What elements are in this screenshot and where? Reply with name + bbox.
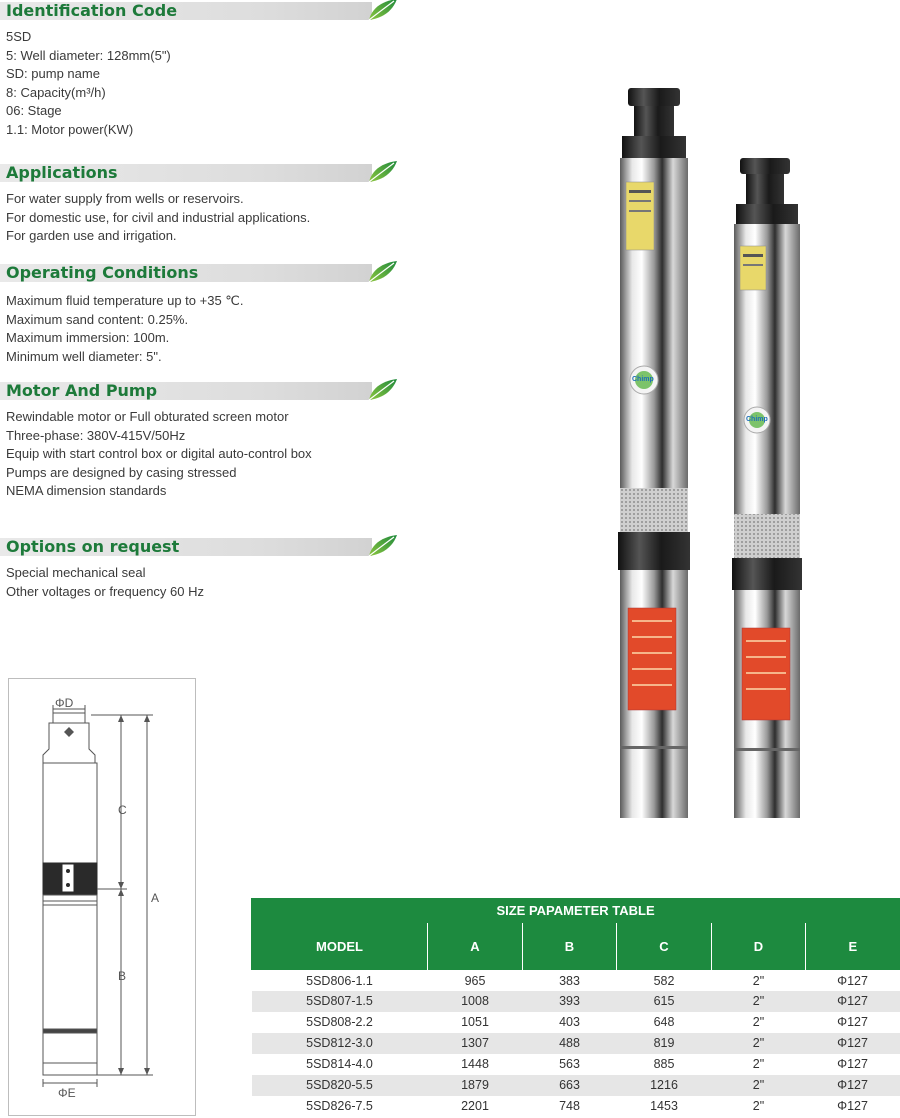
table-cell: 2" [712, 1075, 806, 1096]
leaf-icon [366, 160, 398, 184]
leaf-icon [366, 0, 398, 22]
table-row [252, 970, 900, 991]
table-cell: 563 [523, 1054, 617, 1075]
table-row [252, 1012, 900, 1033]
body-line: SD: pump name [6, 66, 100, 81]
section-header-options-on-request [0, 536, 400, 558]
leaf-icon [366, 534, 398, 558]
body-line: Minimum well diameter: 5". [6, 348, 162, 364]
table-cell: 663 [523, 1075, 617, 1096]
dimension-label-e: ΦE [58, 1086, 76, 1100]
table-cell: Φ127 [806, 991, 900, 1012]
column-header: D [712, 923, 806, 970]
leaf-icon [366, 260, 398, 284]
dimension-label-d: ΦD [55, 696, 74, 710]
section-title: Operating Conditions [6, 263, 199, 282]
table-cell: 5SD820-5.5 [252, 1075, 428, 1096]
table-cell: Φ127 [806, 1033, 900, 1054]
table-cell: 1448 [428, 1054, 523, 1075]
table-cell: 582 [617, 970, 712, 991]
table-cell: Φ127 [806, 1096, 900, 1117]
table-cell: 748 [523, 1096, 617, 1117]
table-cell: Φ127 [806, 1054, 900, 1075]
section-header-identification-code [0, 0, 400, 22]
table-cell: 885 [617, 1054, 712, 1075]
section-body-operating-conditions [6, 292, 244, 366]
body-line: For water supply from wells or reservoirs. [6, 191, 244, 206]
section-body-applications [6, 190, 310, 246]
table-cell: 488 [523, 1033, 617, 1054]
dimension-drawing-svg [9, 679, 197, 1117]
table-cell: Φ127 [806, 970, 900, 991]
leaf-icon [366, 378, 398, 402]
table-cell: 2201 [428, 1096, 523, 1117]
body-line: 5SD [6, 29, 32, 44]
table-cell: 615 [617, 991, 712, 1012]
table-cell: Φ127 [806, 1012, 900, 1033]
dimension-label-a: A [151, 891, 160, 905]
section-header-applications [0, 162, 400, 184]
table-cell: 2" [712, 991, 806, 1012]
table-cell: 965 [428, 970, 523, 991]
table-cell: 1307 [428, 1033, 523, 1054]
section-title: Motor And Pump [6, 381, 158, 400]
body-line: Maximum immersion: 100m. [6, 330, 170, 345]
table-cell: 819 [617, 1033, 712, 1054]
section-body-options-on-request [6, 564, 204, 601]
body-line: Other voltages or frequency 60 Hz [6, 583, 204, 599]
body-line: Three-phase: 380V-415V/50Hz [6, 427, 186, 443]
table-cell: 2" [712, 1096, 806, 1117]
table-cell: 648 [617, 1012, 712, 1033]
column-header: E [806, 923, 900, 970]
body-line: 5: Well diameter: 128mm(5") [6, 47, 171, 63]
body-line: Pumps are designed by casing stressed [6, 464, 237, 480]
body-line: Maximum fluid temperature up to +35 ℃. [6, 293, 244, 308]
body-line: Special mechanical seal [6, 565, 146, 580]
table-cell: 1879 [428, 1075, 523, 1096]
table-cell: 383 [523, 970, 617, 991]
column-header: B [523, 923, 617, 970]
table-cell: 5SD814-4.0 [252, 1054, 428, 1075]
section-title: Identification Code [6, 1, 178, 20]
table-cell: 5SD806-1.1 [252, 970, 428, 991]
dimension-label-b: B [118, 969, 127, 983]
table-cell: 393 [523, 991, 617, 1012]
product-photo-pumps [600, 80, 830, 825]
body-line: 8: Capacity(m³/h) [6, 84, 106, 100]
section-body-motor-and-pump [6, 408, 312, 501]
table-cell: 1216 [617, 1075, 712, 1096]
column-header: A [428, 923, 523, 970]
table-cell: 2" [712, 1033, 806, 1054]
body-line: 1.1: Motor power(KW) [6, 121, 134, 137]
body-line: Equip with start control box or digital auto-control box [6, 446, 312, 461]
table-cell: 403 [523, 1012, 617, 1033]
table-row [252, 1075, 900, 1096]
body-line: For garden use and irrigation. [6, 228, 177, 243]
section-body-identification-code [6, 28, 171, 139]
table-cell: 5SD808-2.2 [252, 1012, 428, 1033]
table-row [252, 1096, 900, 1117]
brand-logo-text: Chimp [746, 416, 768, 423]
size-parameter-table [251, 898, 900, 1117]
table-cell: 1453 [617, 1096, 712, 1117]
section-header-motor-and-pump [0, 380, 400, 402]
table-cell: 5SD807-1.5 [252, 991, 428, 1012]
table-cell: 1008 [428, 991, 523, 1012]
body-line: Maximum sand content: 0.25%. [6, 311, 189, 327]
table-cell: 5SD812-3.0 [252, 1033, 428, 1054]
table-caption: SIZE PAPAMETER TABLE [252, 899, 900, 923]
section-title: Options on request [6, 537, 180, 556]
body-line: Rewindable motor or Full obturated screen motor [6, 409, 289, 424]
pumps-illustration [600, 80, 830, 825]
body-line: NEMA dimension standards [6, 483, 167, 498]
column-header: MODEL [252, 923, 428, 970]
table-cell: 2" [712, 1054, 806, 1075]
body-line: 06: Stage [6, 103, 62, 118]
table-cell: 2" [712, 970, 806, 991]
body-line: For domestic use, for civil and industrial applications. [6, 209, 311, 225]
dimension-drawing [8, 678, 196, 1116]
table-cell: 5SD826-7.5 [252, 1096, 428, 1117]
brand-logo-text: Chimp [632, 376, 654, 383]
table-row [252, 991, 900, 1012]
column-header: C [617, 923, 712, 970]
section-header-operating-conditions [0, 262, 400, 284]
table-row [252, 1033, 900, 1054]
table-cell: 1051 [428, 1012, 523, 1033]
table-row [252, 1054, 900, 1075]
section-title: Applications [6, 163, 118, 182]
table-cell: Φ127 [806, 1075, 900, 1096]
dimension-label-c: C [118, 803, 127, 817]
table-cell: 2" [712, 1012, 806, 1033]
